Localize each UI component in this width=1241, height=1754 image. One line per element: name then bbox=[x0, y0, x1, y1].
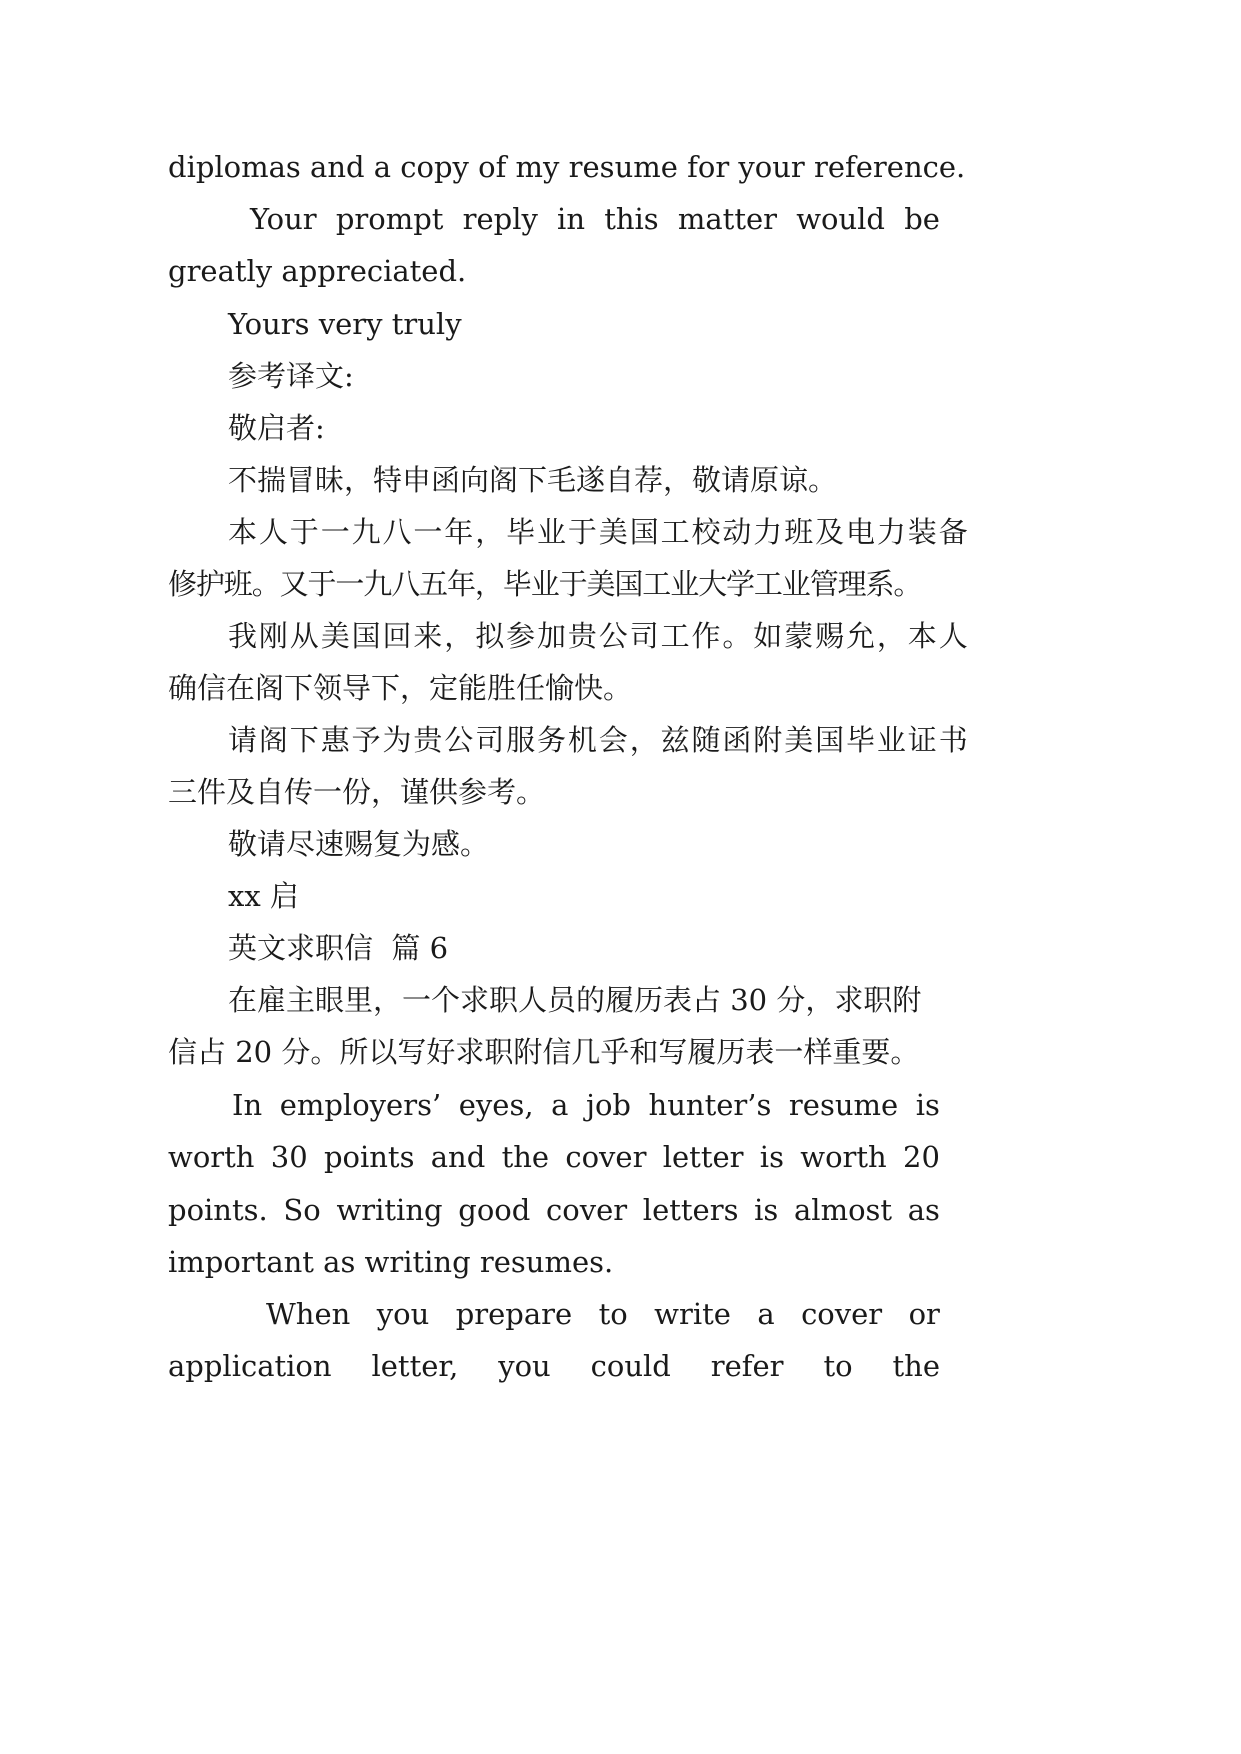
section-english-justified-line bbox=[232, 1088, 940, 1122]
word: you bbox=[498, 1349, 551, 1383]
word: to bbox=[823, 1349, 853, 1383]
word: prompt bbox=[335, 202, 444, 236]
translation-paragraph-line: 确信在阁下领导下，定能胜任愉快。 bbox=[168, 671, 633, 705]
word: employers’ bbox=[279, 1088, 442, 1122]
word: 20 bbox=[903, 1140, 940, 1174]
translation-paragraph-line: 本人于一九八一年，毕业于美国工校动力班及电力装备 bbox=[228, 515, 970, 549]
word: to bbox=[598, 1297, 628, 1331]
word: could bbox=[590, 1349, 671, 1383]
word: prepare bbox=[455, 1297, 573, 1331]
word: letters bbox=[642, 1193, 739, 1227]
word: is bbox=[754, 1193, 779, 1227]
letter-closing: Yours very truly bbox=[228, 307, 462, 341]
section-english-justified-line bbox=[168, 1140, 940, 1174]
word: the bbox=[892, 1349, 940, 1383]
translation-paragraph-line: 修护班。又于一九八五年，毕业于美国工业大学工业管理系。 bbox=[168, 567, 922, 601]
section-english-justified-line bbox=[168, 1193, 940, 1227]
section-english-line: important as writing resumes. bbox=[168, 1245, 614, 1279]
word: refer bbox=[710, 1349, 784, 1383]
word: eyes, bbox=[458, 1088, 534, 1122]
word: Your bbox=[250, 202, 317, 236]
word: write bbox=[654, 1297, 731, 1331]
word: resume bbox=[788, 1088, 899, 1122]
english-letter-justified-line bbox=[250, 202, 940, 236]
section-title: 英文求职信 篇 6 bbox=[228, 931, 449, 965]
word: almost bbox=[794, 1193, 893, 1227]
word: points. bbox=[168, 1193, 268, 1227]
word: a bbox=[757, 1297, 775, 1331]
section-english-justified-line bbox=[266, 1297, 940, 1331]
translation-signature: xx 启 bbox=[228, 879, 299, 913]
english-letter-line: greatly appreciated. bbox=[168, 254, 467, 288]
word: cover bbox=[546, 1193, 628, 1227]
translation-paragraph-line: 敬请尽速赐复为感。 bbox=[228, 827, 490, 861]
translation-paragraph-line: 我刚从美国回来，拟参加贵公司工作。如蒙赐允，本人 bbox=[228, 619, 970, 653]
word: would bbox=[796, 202, 885, 236]
word: job bbox=[585, 1088, 631, 1122]
word: and bbox=[430, 1140, 486, 1174]
word: cover bbox=[801, 1297, 883, 1331]
word: letter bbox=[662, 1140, 744, 1174]
word: writing bbox=[336, 1193, 443, 1227]
translation-paragraph-line: 不揣冒昧，特申函向阁下毛遂自荐，敬请原谅。 bbox=[228, 463, 838, 497]
translation-heading: 参考译文: bbox=[228, 359, 354, 393]
word: or bbox=[908, 1297, 940, 1331]
translation-paragraph-line: 三件及自传一份，谨供参考。 bbox=[168, 775, 546, 809]
word: letter, bbox=[371, 1349, 459, 1383]
word: is bbox=[759, 1140, 784, 1174]
word: matter bbox=[677, 202, 777, 236]
word: application bbox=[168, 1349, 332, 1383]
word: So bbox=[283, 1193, 321, 1227]
word: cover bbox=[565, 1140, 647, 1174]
translation-salutation: 敬启者: bbox=[228, 411, 325, 445]
word: hunter’s bbox=[648, 1088, 772, 1122]
word: the bbox=[501, 1140, 550, 1174]
word: worth bbox=[800, 1140, 887, 1174]
word: a bbox=[551, 1088, 569, 1122]
section-paragraph-line: 在雇主眼里，一个求职人员的履历表占 30 分，求职附 bbox=[228, 983, 922, 1017]
word: in bbox=[557, 202, 585, 236]
word: points bbox=[323, 1140, 415, 1174]
translation-paragraph-line: 请阁下惠予为贵公司服务机会，兹随函附美国毕业证书 bbox=[228, 723, 970, 757]
word: as bbox=[907, 1193, 940, 1227]
section-english-justified-line bbox=[168, 1349, 940, 1383]
word: be bbox=[904, 202, 940, 236]
section-paragraph-line: 信占 20 分。所以写好求职附信几乎和写履历表一样重要。 bbox=[168, 1035, 920, 1069]
word: reply bbox=[462, 202, 538, 236]
word: In bbox=[232, 1088, 263, 1122]
word: good bbox=[458, 1193, 531, 1227]
word: When bbox=[266, 1297, 351, 1331]
english-letter-line: diplomas and a copy of my resume for your reference. bbox=[168, 150, 966, 184]
word: this bbox=[604, 202, 659, 236]
word: is bbox=[915, 1088, 940, 1122]
word: you bbox=[376, 1297, 430, 1331]
word: 30 bbox=[270, 1140, 308, 1174]
word: worth bbox=[168, 1140, 255, 1174]
